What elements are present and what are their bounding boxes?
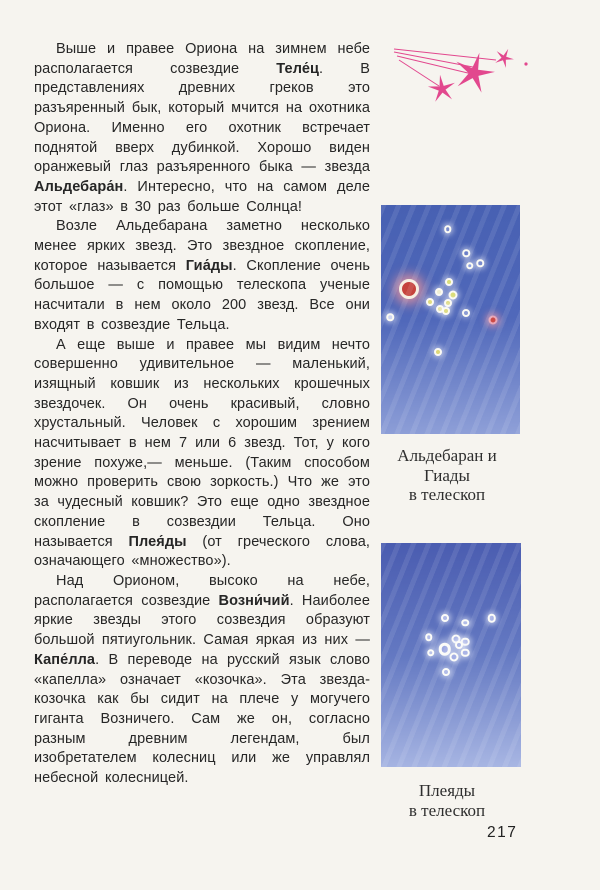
text-run: . В переводе на русский язык слово «капелла» означает «козочка». Эта звезда-козочка как бы сидит на плече у могучего гиганта Возничего. Сам же он, согласно разным древним легендам, был изобретателем колесниц или же управлял небесной колесницей. bbox=[34, 651, 370, 787]
star bbox=[449, 653, 458, 662]
caption-line: в телескоп bbox=[408, 800, 486, 820]
star bbox=[425, 633, 433, 641]
star bbox=[466, 262, 474, 270]
star bbox=[445, 278, 453, 286]
pleiades-caption bbox=[374, 781, 520, 820]
text-run: . В представлениях древних греков это разъяренный бык, который мчится на охотника Ориона. Именно его охотник встречает поднятой вверх дубинкой. Хорошо виден оранжевый глаз разъяренного быка — звезда bbox=[34, 60, 370, 176]
bold-term: Капе́лла bbox=[34, 651, 96, 668]
text-run: Возле Альдебарана заметно несколько менее ярких звезд. Это звездное скопление, которое называется bbox=[34, 218, 370, 274]
star bbox=[444, 299, 452, 307]
bold-term: Плея́ды bbox=[128, 533, 187, 550]
star bbox=[434, 348, 442, 356]
star bbox=[477, 260, 485, 268]
star-rays bbox=[394, 49, 496, 86]
text-run: (от греческого слова, означающего «множество»). bbox=[34, 533, 371, 570]
text-run: Выше и правее Ориона на зимнем небе располагается созвездие bbox=[34, 41, 370, 77]
hyades-caption bbox=[374, 446, 520, 505]
paragraph bbox=[34, 572, 370, 789]
caption-line: в телескоп bbox=[408, 485, 486, 504]
paragraph bbox=[34, 336, 370, 572]
text-run: Над Орионом, высоко на небе, располагается созвездие bbox=[34, 572, 370, 609]
bold-term: Альдебара́н bbox=[34, 178, 124, 195]
paragraph bbox=[34, 40, 370, 217]
star bbox=[441, 614, 449, 622]
medium-star-shape bbox=[426, 73, 457, 103]
star-dot bbox=[524, 62, 527, 65]
shooting-stars-decoration bbox=[392, 43, 538, 113]
star bbox=[461, 619, 469, 627]
star bbox=[444, 225, 452, 233]
large-star-shape bbox=[450, 48, 498, 95]
hyades-telescope-photo bbox=[381, 205, 520, 434]
star bbox=[461, 649, 470, 658]
star bbox=[426, 298, 434, 306]
star bbox=[386, 313, 394, 321]
bold-term: Теле́ц bbox=[276, 60, 319, 77]
page-number: 217 bbox=[487, 824, 518, 841]
star bbox=[435, 288, 443, 296]
star bbox=[463, 249, 471, 257]
star bbox=[488, 315, 497, 324]
star bbox=[455, 641, 463, 649]
small-star-shape bbox=[492, 45, 517, 69]
star bbox=[449, 291, 458, 300]
paragraph bbox=[34, 217, 370, 335]
text-run: . Скопление очень большое — с помощью телескопа ученые насчитали в нем около 200 звезд. Все они входят в созвездие Тельца. bbox=[34, 257, 370, 333]
star bbox=[442, 668, 450, 676]
star bbox=[462, 309, 470, 317]
caption-line: Гиады bbox=[424, 465, 470, 485]
pleiades-telescope-photo bbox=[381, 543, 521, 767]
star bbox=[399, 279, 419, 299]
bold-term: Гиа́ды bbox=[185, 257, 233, 274]
text-run: . Наиболее яркие звезды этого созвездия образуют большой пятиугольник. Самая яркая из них — bbox=[34, 592, 370, 649]
text-run: А еще выше и правее мы видим нечто совершенно удивительное — маленький, изящный ковшик из нескольких крошечных звездочек. Он очень красивый, словно хрустальный. Человек с хорошим зрением насчитывает в нем 7 или 6 звезд. Тот, у кого зрение похуже,— меньше. (Таким способом можно проверить свою зоркость.) Что же это за чудесный ковшик? Это еще одно звездное скопление в созвездии Тельца. Оно называется bbox=[34, 336, 370, 550]
caption-line: Альдебаран и bbox=[397, 446, 497, 465]
star bbox=[442, 307, 450, 315]
bold-term: Возни́чий bbox=[218, 592, 290, 609]
body-text bbox=[34, 40, 370, 789]
star bbox=[487, 614, 496, 623]
star bbox=[427, 649, 435, 657]
caption-line: Плеяды bbox=[418, 781, 476, 800]
text-run: . Интересно, что на самом деле этот «глаз» в 30 раз больше Солнца! bbox=[34, 178, 370, 215]
